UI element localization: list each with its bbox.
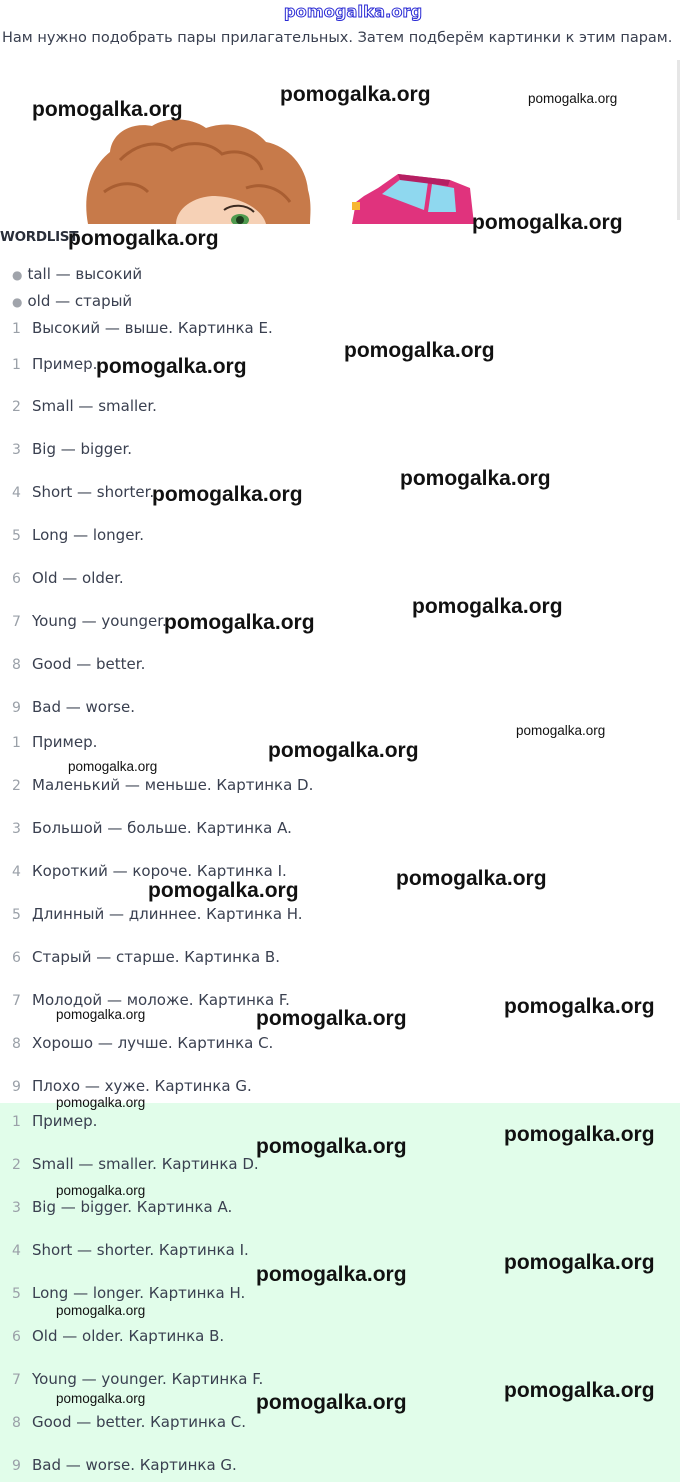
row-number: 1 [12,357,21,373]
watermark: pomogalka.org [516,723,606,738]
row-text: Молодой — моложе. Картинка F. [32,991,290,1009]
site-logo[interactable]: pomogalka.org [284,2,423,21]
watermark: pomogalka.org [68,227,219,250]
answer-row [12,1198,232,1216]
row-number: 3 [12,442,21,458]
watermark: pomogalka.org [344,339,495,362]
answer-row [12,862,287,880]
answer-row [12,698,135,716]
row-text: Пример. [32,733,98,751]
row-text: Old — older. Картинка B. [32,1327,225,1345]
answer-row [12,612,167,630]
answer-row [12,1370,263,1388]
watermark: pomogalka.org [412,595,563,618]
watermark: pomogalka.org [56,1303,146,1318]
watermark: pomogalka.org [256,1263,407,1286]
answer-row [12,397,157,415]
wordlist-title: WORDLIST [0,229,79,245]
bullet-icon: ● [12,295,23,309]
watermark: pomogalka.org [256,1135,407,1158]
watermark: pomogalka.org [32,98,183,121]
watermark: pomogalka.org [504,1379,655,1402]
row-number: 5 [12,528,21,544]
row-number: 8 [12,657,21,673]
row-text: Маленький — меньше. Картинка D. [32,776,314,794]
row-number: 1 [12,735,21,751]
wordlist-item [12,292,132,310]
watermark: pomogalka.org [96,355,247,378]
watermark: pomogalka.org [504,1251,655,1274]
answer-row [12,1077,252,1095]
answer-row [12,526,144,544]
row-text: Bad — worse. [32,698,135,716]
answer-row [12,655,145,673]
row-number: 3 [12,1200,21,1216]
watermark: pomogalka.org [280,83,431,106]
row-number: 9 [12,1458,21,1474]
row-number: 1 [12,321,21,337]
answer-row [12,1241,249,1259]
row-text: Пример. [32,355,98,373]
row-number: 4 [12,485,21,501]
pink-car [352,174,474,224]
answer-row [12,569,124,587]
row-number: 9 [12,1079,21,1095]
row-number: 6 [12,950,21,966]
answer-row [12,948,280,966]
watermark: pomogalka.org [56,1391,146,1406]
wordlist-item-label: old — старый [27,292,133,310]
row-text: Плохо — хуже. Картинка G. [32,1077,252,1095]
watermark: pomogalka.org [528,91,618,106]
answer-row [12,1284,245,1302]
row-text: Long — longer. [32,526,144,544]
row-text: Хорошо — лучше. Картинка C. [32,1034,274,1052]
watermark: pomogalka.org [400,467,551,490]
answer-row [12,1456,237,1474]
answer-row [12,991,290,1009]
watermark: pomogalka.org [256,1007,407,1030]
watermark: pomogalka.org [256,1391,407,1414]
watermark: pomogalka.org [56,1183,146,1198]
row-text: Большой — больше. Картинка A. [32,819,292,837]
watermark: pomogalka.org [148,879,299,902]
row-text: Big — bigger. Картинка A. [32,1198,233,1216]
watermark: pomogalka.org [152,483,303,506]
watermark: pomogalka.org [164,611,315,634]
answer-row [12,483,154,501]
row-text: Высокий — выше. Картинка E. [32,319,273,337]
row-text: Big — bigger. [32,440,133,458]
answer-row [12,440,132,458]
intro-text: Нам нужно подобрать пары прилагательных. Затем подберём картинки к этим парам. [2,30,673,46]
watermark: pomogalka.org [68,759,158,774]
row-number: 6 [12,571,21,587]
row-text: Good — better. [32,655,146,673]
row-text: Пример. [32,1112,98,1130]
row-number: 5 [12,907,21,923]
row-number: 2 [12,399,21,415]
row-number: 8 [12,1036,21,1052]
row-number: 1 [12,1114,21,1130]
row-text: Small — smaller. Картинка D. [32,1155,259,1173]
row-text: Good — better. Картинка C. [32,1413,247,1431]
bullet-icon: ● [12,268,23,282]
row-number: 5 [12,1286,21,1302]
row-text: Young — younger. Картинка F. [32,1370,264,1388]
row-text: Длинный — длиннее. Картинка H. [32,905,303,923]
row-number: 7 [12,614,21,630]
answer-row [12,905,303,923]
row-text: Короткий — короче. Картинка I. [32,862,287,880]
watermark: pomogalka.org [472,211,623,234]
answer-row [12,1034,273,1052]
row-text: Short — shorter. Картинка I. [32,1241,249,1259]
answer-row [12,1327,224,1345]
answer-row [12,819,292,837]
row-number: 4 [12,1243,21,1259]
row-number: 2 [12,1157,21,1173]
row-text: Short — shorter. [32,483,155,501]
wordlist-item [12,265,142,283]
watermark: pomogalka.org [504,995,655,1018]
answer-row [12,1112,97,1130]
answer-row [12,1155,259,1173]
row-number: 4 [12,864,21,880]
watermark: pomogalka.org [56,1007,146,1022]
row-number: 7 [12,1372,21,1388]
row-number: 7 [12,993,21,1009]
watermark: pomogalka.org [268,739,419,762]
girl-figure [86,119,310,224]
row-text: Старый — старше. Картинка B. [32,948,280,966]
watermark: pomogalka.org [56,1095,146,1110]
answer-row [12,776,313,794]
row-text: Long — longer. Картинка H. [32,1284,246,1302]
row-text: Old — older. [32,569,124,587]
row-number: 3 [12,821,21,837]
row-text: Young — younger. [32,612,167,630]
watermark: pomogalka.org [504,1123,655,1146]
row-text: Small — smaller. [32,397,157,415]
answer-row [12,733,97,751]
watermark: pomogalka.org [396,867,547,890]
row-number: 6 [12,1329,21,1345]
row-number: 9 [12,700,21,716]
row-number: 2 [12,778,21,794]
answer-row [12,1413,246,1431]
answer-row [12,355,97,373]
wordlist-item-label: tall — высокий [27,265,143,283]
row-number: 8 [12,1415,21,1431]
answer-row [12,319,273,337]
row-text: Bad — worse. Картинка G. [32,1456,237,1474]
